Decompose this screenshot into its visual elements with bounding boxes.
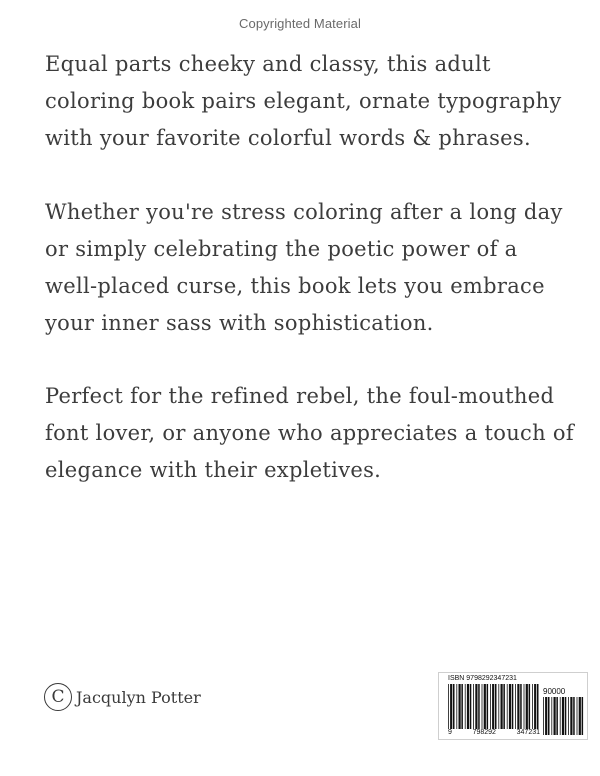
description-paragraph-3: Perfect for the refined rebel, the foul-mouthed font lover, or anyone who appreciates a touch of elegance with their expletives.: [45, 384, 574, 482]
barcode-digit-group: 9: [448, 729, 452, 736]
description-paragraph-1: Equal parts cheeky and classy, this adult coloring book pairs elegant, ornate typography with your favorite colorful words & phrases.: [45, 52, 562, 150]
copyright-icon: C: [44, 683, 72, 711]
author-name: Jacqulyn Potter: [76, 687, 201, 707]
barcode-digit-group: 798292: [472, 729, 496, 736]
copyright-notice: [44, 683, 201, 711]
description-paragraph-2: Whether you're stress coloring after a long day or simply celebrating the poetic power of a well-placed curse, this book lets you embrace your inner sass with sophistication.: [45, 200, 563, 335]
watermark-top: Copyrighted Material: [239, 16, 361, 31]
isbn-barcode: [438, 672, 588, 740]
price-code: 90000: [543, 687, 566, 696]
isbn-label: ISBN 9798292347231: [448, 675, 517, 682]
barcode-digits: [448, 729, 540, 736]
barcode-digit-group: 347231: [516, 729, 540, 736]
